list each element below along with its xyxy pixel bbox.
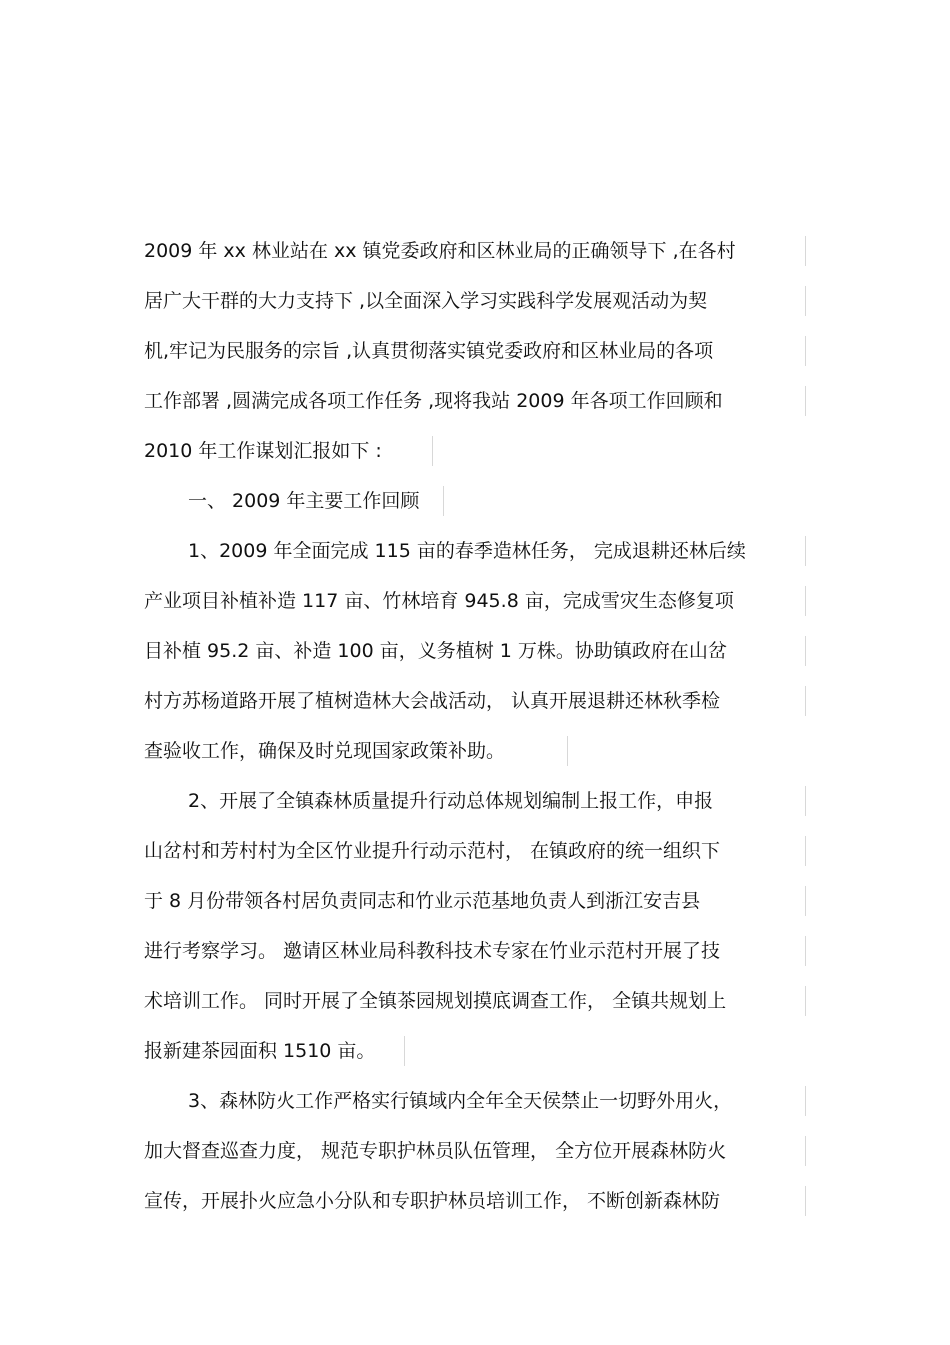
line-guide bbox=[805, 386, 806, 416]
line-guide bbox=[805, 536, 806, 566]
text-line: 居广大干群的大力支持下 ,以全面深入学习实践科学发展观活动为契 bbox=[144, 290, 708, 312]
text-line: 机,牢记为民服务的宗旨 ,认真贯彻落实镇党委政府和区林业局的各项 bbox=[144, 340, 714, 362]
line-guide bbox=[404, 1036, 405, 1066]
text-line: 加大督查巡查力度， 规范专职护林员队伍管理， 全方位开展森林防火 bbox=[144, 1140, 727, 1162]
text-line: 产业项目补植补造 117 亩、竹林培育 945.8 亩，完成雪灾生态修复项 bbox=[144, 590, 734, 612]
text-line: 于 8 月份带领各村居负责同志和竹业示范基地负责人到浙江安吉县 bbox=[144, 890, 701, 912]
line-guide bbox=[805, 886, 806, 916]
text-line: 工作部署 ,圆满完成各项工作任务 ,现将我站 2009 年各项工作回顾和 bbox=[144, 390, 723, 412]
text-line: 山岔村和芳村村为全区竹业提升行动示范村， 在镇政府的统一组织下 bbox=[144, 840, 721, 862]
text-line: 报新建茶园面积 1510 亩。 bbox=[144, 1040, 376, 1062]
line-guide bbox=[567, 736, 568, 766]
line-guide bbox=[805, 236, 806, 266]
text-line: 2、开展了全镇森林质量提升行动总体规划编制上报工作，申报 bbox=[188, 790, 714, 812]
line-guide bbox=[432, 436, 433, 466]
text-line: 2009 年 xx 林业站在 xx 镇党委政府和区林业局的正确领导下 ,在各村 bbox=[144, 240, 736, 262]
text-line: 进行考察学习。 邀请区林业局科教科技术专家在竹业示范村开展了技 bbox=[144, 940, 721, 962]
line-guide bbox=[805, 786, 806, 816]
line-guide bbox=[805, 336, 806, 366]
line-guide bbox=[805, 986, 806, 1016]
line-guide bbox=[805, 1136, 806, 1166]
line-guide bbox=[805, 836, 806, 866]
line-guide bbox=[805, 286, 806, 316]
text-line: 宣传，开展扑火应急小分队和专职护林员培训工作， 不断创新森林防 bbox=[144, 1190, 721, 1212]
text-line: 2010 年工作谋划汇报如下 : bbox=[144, 440, 382, 462]
line-guide bbox=[805, 686, 806, 716]
text-line: 查验收工作，确保及时兑现国家政策补助。 bbox=[144, 740, 506, 762]
text-line: 村方苏杨道路开展了植树造林大会战活动， 认真开展退耕还林秋季检 bbox=[144, 690, 721, 712]
section-heading: 一、 2009 年主要工作回顾 bbox=[188, 490, 420, 512]
line-guide bbox=[443, 486, 444, 516]
line-guide bbox=[805, 586, 806, 616]
text-line: 目补植 95.2 亩、补造 100 亩，义务植树 1 万株。协助镇政府在山岔 bbox=[144, 640, 727, 662]
line-guide bbox=[805, 1086, 806, 1116]
line-guide bbox=[805, 636, 806, 666]
line-guide bbox=[805, 936, 806, 966]
line-guide bbox=[805, 1186, 806, 1216]
text-line: 1、2009 年全面完成 115 亩的春季造林任务， 完成退耕还林后续 bbox=[188, 540, 746, 562]
text-line: 3、森林防火工作严格实行镇域内全年全天侯禁止一切野外用火， bbox=[188, 1090, 733, 1112]
text-line: 术培训工作。 同时开展了全镇茶园规划摸底调查工作， 全镇共规划上 bbox=[144, 990, 727, 1012]
